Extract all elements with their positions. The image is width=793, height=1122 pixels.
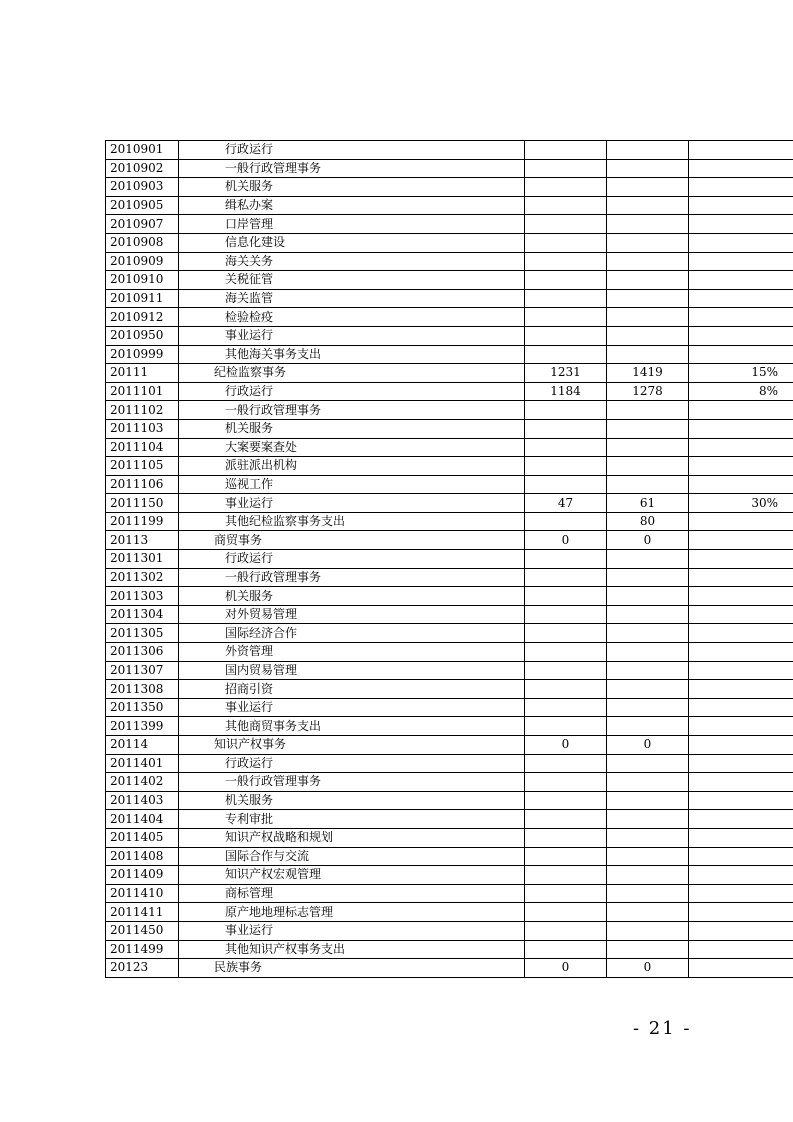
budget-curr-cell bbox=[607, 773, 689, 792]
table-row bbox=[106, 196, 793, 215]
table-row bbox=[106, 364, 793, 383]
budget-prev-cell bbox=[525, 903, 607, 922]
code-cell: 2011408 bbox=[106, 847, 179, 866]
name-cell: 商贸事务 bbox=[179, 531, 525, 550]
budget-curr-cell bbox=[607, 457, 689, 476]
budget-prev-cell bbox=[525, 866, 607, 885]
budget-prev-cell: 0 bbox=[525, 959, 607, 978]
name-cell: 事业运行 bbox=[179, 921, 525, 940]
budget-curr-cell bbox=[607, 215, 689, 234]
table-row bbox=[106, 959, 793, 978]
budget-prev-cell bbox=[525, 754, 607, 773]
change-cell bbox=[689, 698, 793, 717]
table-row bbox=[106, 866, 793, 885]
change-cell bbox=[689, 921, 793, 940]
change-cell: 30% bbox=[689, 494, 793, 513]
budget-curr-cell bbox=[607, 810, 689, 829]
name-cell: 检验检疫 bbox=[179, 308, 525, 327]
code-cell: 20114 bbox=[106, 736, 179, 755]
budget-curr-cell: 80 bbox=[607, 512, 689, 531]
change-cell bbox=[689, 773, 793, 792]
code-cell: 2011303 bbox=[106, 587, 179, 606]
code-cell: 2011105 bbox=[106, 457, 179, 476]
code-cell: 2011409 bbox=[106, 866, 179, 885]
table-row bbox=[106, 624, 793, 643]
budget-curr-cell: 0 bbox=[607, 736, 689, 755]
budget-prev-cell bbox=[525, 940, 607, 959]
budget-curr-cell bbox=[607, 903, 689, 922]
change-cell bbox=[689, 736, 793, 755]
budget-prev-cell bbox=[525, 661, 607, 680]
name-cell: 原产地地理标志管理 bbox=[179, 903, 525, 922]
budget-prev-cell bbox=[525, 196, 607, 215]
name-cell: 信息化建设 bbox=[179, 233, 525, 252]
name-cell: 纪检监察事务 bbox=[179, 364, 525, 383]
code-cell: 20111 bbox=[106, 364, 179, 383]
budget-curr-cell bbox=[607, 233, 689, 252]
table-row bbox=[106, 940, 793, 959]
change-cell bbox=[689, 196, 793, 215]
name-cell: 大案要案查处 bbox=[179, 438, 525, 457]
budget-prev-cell: 1231 bbox=[525, 364, 607, 383]
budget-curr-cell bbox=[607, 252, 689, 271]
table-row bbox=[106, 661, 793, 680]
name-cell: 其他纪检监察事务支出 bbox=[179, 512, 525, 531]
table-row bbox=[106, 271, 793, 290]
change-cell bbox=[689, 401, 793, 420]
name-cell: 行政运行 bbox=[179, 754, 525, 773]
change-cell bbox=[689, 141, 793, 160]
code-cell: 2011199 bbox=[106, 512, 179, 531]
table-row bbox=[106, 847, 793, 866]
table-row bbox=[106, 680, 793, 699]
change-cell bbox=[689, 345, 793, 364]
budget-prev-cell bbox=[525, 475, 607, 494]
budget-prev-cell bbox=[525, 215, 607, 234]
table-row bbox=[106, 531, 793, 550]
name-cell: 一般行政管理事务 bbox=[179, 773, 525, 792]
budget-prev-cell bbox=[525, 178, 607, 197]
budget-prev-cell bbox=[525, 680, 607, 699]
name-cell: 知识产权事务 bbox=[179, 736, 525, 755]
table-row bbox=[106, 773, 793, 792]
change-cell: 15% bbox=[689, 364, 793, 383]
code-cell: 2010907 bbox=[106, 215, 179, 234]
name-cell: 行政运行 bbox=[179, 141, 525, 160]
budget-curr-cell: 1419 bbox=[607, 364, 689, 383]
budget-curr-cell bbox=[607, 921, 689, 940]
table-row bbox=[106, 736, 793, 755]
name-cell: 专利审批 bbox=[179, 810, 525, 829]
budget-curr-cell bbox=[607, 326, 689, 345]
budget-prev-cell bbox=[525, 810, 607, 829]
name-cell: 国际合作与交流 bbox=[179, 847, 525, 866]
code-cell: 2010902 bbox=[106, 159, 179, 178]
table-row bbox=[106, 419, 793, 438]
change-cell bbox=[689, 550, 793, 569]
table-row bbox=[106, 810, 793, 829]
table-row bbox=[106, 550, 793, 569]
code-cell: 2011499 bbox=[106, 940, 179, 959]
table-row bbox=[106, 382, 793, 401]
code-cell: 2011102 bbox=[106, 401, 179, 420]
name-cell: 关税征管 bbox=[179, 271, 525, 290]
budget-prev-cell bbox=[525, 438, 607, 457]
change-cell bbox=[689, 159, 793, 178]
code-cell: 2011301 bbox=[106, 550, 179, 569]
budget-curr-cell bbox=[607, 568, 689, 587]
table-row bbox=[106, 512, 793, 531]
code-cell: 2011304 bbox=[106, 605, 179, 624]
change-cell bbox=[689, 661, 793, 680]
table-row bbox=[106, 754, 793, 773]
change-cell bbox=[689, 605, 793, 624]
code-cell: 2011308 bbox=[106, 680, 179, 699]
code-cell: 2011403 bbox=[106, 791, 179, 810]
budget-prev-cell bbox=[525, 289, 607, 308]
name-cell: 对外贸易管理 bbox=[179, 605, 525, 624]
budget-prev-cell bbox=[525, 141, 607, 160]
code-cell: 2011401 bbox=[106, 754, 179, 773]
name-cell: 巡视工作 bbox=[179, 475, 525, 494]
name-cell: 海关关务 bbox=[179, 252, 525, 271]
name-cell: 一般行政管理事务 bbox=[179, 401, 525, 420]
budget-prev-cell bbox=[525, 233, 607, 252]
budget-curr-cell bbox=[607, 661, 689, 680]
change-cell bbox=[689, 754, 793, 773]
change-cell bbox=[689, 791, 793, 810]
name-cell: 其他商贸事务支出 bbox=[179, 717, 525, 736]
budget-curr-cell: 1278 bbox=[607, 382, 689, 401]
name-cell: 事业运行 bbox=[179, 326, 525, 345]
table-row bbox=[106, 159, 793, 178]
budget-curr-cell bbox=[607, 587, 689, 606]
table-row bbox=[106, 643, 793, 662]
budget-curr-cell bbox=[607, 791, 689, 810]
name-cell: 机关服务 bbox=[179, 791, 525, 810]
change-cell bbox=[689, 289, 793, 308]
change-cell bbox=[689, 531, 793, 550]
change-cell bbox=[689, 866, 793, 885]
name-cell: 国内贸易管理 bbox=[179, 661, 525, 680]
change-cell bbox=[689, 680, 793, 699]
change-cell bbox=[689, 438, 793, 457]
change-cell bbox=[689, 643, 793, 662]
budget-curr-cell: 0 bbox=[607, 959, 689, 978]
table-row bbox=[106, 141, 793, 160]
budget-prev-cell: 0 bbox=[525, 531, 607, 550]
budget-curr-cell bbox=[607, 847, 689, 866]
code-cell: 2011101 bbox=[106, 382, 179, 401]
budget-curr-cell bbox=[607, 624, 689, 643]
change-cell bbox=[689, 233, 793, 252]
change-cell bbox=[689, 178, 793, 197]
table-row bbox=[106, 903, 793, 922]
budget-prev-cell bbox=[525, 252, 607, 271]
budget-prev-cell bbox=[525, 847, 607, 866]
name-cell: 缉私办案 bbox=[179, 196, 525, 215]
code-cell: 2011450 bbox=[106, 921, 179, 940]
change-cell bbox=[689, 884, 793, 903]
budget-curr-cell bbox=[607, 178, 689, 197]
code-cell: 20113 bbox=[106, 531, 179, 550]
code-cell: 2010909 bbox=[106, 252, 179, 271]
name-cell: 事业运行 bbox=[179, 494, 525, 513]
name-cell: 招商引资 bbox=[179, 680, 525, 699]
name-cell: 其他知识产权事务支出 bbox=[179, 940, 525, 959]
budget-prev-cell bbox=[525, 773, 607, 792]
change-cell bbox=[689, 847, 793, 866]
budget-prev-cell bbox=[525, 457, 607, 476]
code-cell: 2011302 bbox=[106, 568, 179, 587]
code-cell: 2010905 bbox=[106, 196, 179, 215]
change-cell bbox=[689, 828, 793, 847]
budget-prev-cell bbox=[525, 605, 607, 624]
code-cell: 2011305 bbox=[106, 624, 179, 643]
code-cell: 2010903 bbox=[106, 178, 179, 197]
budget-curr-cell: 0 bbox=[607, 531, 689, 550]
budget-curr-cell bbox=[607, 401, 689, 420]
change-cell bbox=[689, 587, 793, 606]
code-cell: 2011104 bbox=[106, 438, 179, 457]
table-row bbox=[106, 791, 793, 810]
change-cell bbox=[689, 419, 793, 438]
name-cell: 知识产权战略和规划 bbox=[179, 828, 525, 847]
table-row bbox=[106, 698, 793, 717]
name-cell: 行政运行 bbox=[179, 382, 525, 401]
budget-prev-cell bbox=[525, 159, 607, 178]
budget-prev-cell bbox=[525, 345, 607, 364]
table-row bbox=[106, 605, 793, 624]
table-row bbox=[106, 475, 793, 494]
budget-prev-cell bbox=[525, 550, 607, 569]
change-cell bbox=[689, 475, 793, 494]
table-row bbox=[106, 178, 793, 197]
budget-prev-cell bbox=[525, 828, 607, 847]
change-cell bbox=[689, 903, 793, 922]
name-cell: 机关服务 bbox=[179, 419, 525, 438]
budget-prev-cell bbox=[525, 568, 607, 587]
code-cell: 2010999 bbox=[106, 345, 179, 364]
budget-curr-cell bbox=[607, 419, 689, 438]
table-row bbox=[106, 568, 793, 587]
budget-prev-cell bbox=[525, 512, 607, 531]
budget-curr-cell bbox=[607, 717, 689, 736]
budget-curr-cell bbox=[607, 643, 689, 662]
budget-curr-cell bbox=[607, 884, 689, 903]
table-row bbox=[106, 401, 793, 420]
code-cell: 2010910 bbox=[106, 271, 179, 290]
budget-curr-cell: 61 bbox=[607, 494, 689, 513]
code-cell: 2010950 bbox=[106, 326, 179, 345]
change-cell bbox=[689, 940, 793, 959]
name-cell: 派驻派出机构 bbox=[179, 457, 525, 476]
code-cell: 2011399 bbox=[106, 717, 179, 736]
budget-prev-cell: 1184 bbox=[525, 382, 607, 401]
budget-prev-cell bbox=[525, 921, 607, 940]
code-cell: 2011411 bbox=[106, 903, 179, 922]
table-row bbox=[106, 252, 793, 271]
budget-curr-cell bbox=[607, 308, 689, 327]
table-row bbox=[106, 717, 793, 736]
table-row bbox=[106, 215, 793, 234]
budget-curr-cell bbox=[607, 605, 689, 624]
code-cell: 2011404 bbox=[106, 810, 179, 829]
budget-prev-cell: 47 bbox=[525, 494, 607, 513]
name-cell: 机关服务 bbox=[179, 587, 525, 606]
name-cell: 民族事务 bbox=[179, 959, 525, 978]
code-cell: 2011405 bbox=[106, 828, 179, 847]
name-cell: 机关服务 bbox=[179, 178, 525, 197]
table-row bbox=[106, 345, 793, 364]
change-cell bbox=[689, 271, 793, 290]
code-cell: 20123 bbox=[106, 959, 179, 978]
change-cell bbox=[689, 457, 793, 476]
budget-prev-cell bbox=[525, 419, 607, 438]
budget-prev-cell bbox=[525, 271, 607, 290]
change-cell bbox=[689, 215, 793, 234]
code-cell: 2011103 bbox=[106, 419, 179, 438]
code-cell: 2011150 bbox=[106, 494, 179, 513]
budget-table bbox=[105, 140, 793, 978]
budget-curr-cell bbox=[607, 550, 689, 569]
table-row bbox=[106, 233, 793, 252]
code-cell: 2011350 bbox=[106, 698, 179, 717]
name-cell: 海关监管 bbox=[179, 289, 525, 308]
budget-prev-cell bbox=[525, 791, 607, 810]
change-cell bbox=[689, 568, 793, 587]
budget-curr-cell bbox=[607, 754, 689, 773]
name-cell: 商标管理 bbox=[179, 884, 525, 903]
change-cell bbox=[689, 512, 793, 531]
table-row bbox=[106, 884, 793, 903]
table-row bbox=[106, 494, 793, 513]
budget-prev-cell bbox=[525, 587, 607, 606]
budget-prev-cell bbox=[525, 401, 607, 420]
change-cell bbox=[689, 810, 793, 829]
budget-prev-cell bbox=[525, 698, 607, 717]
change-cell bbox=[689, 717, 793, 736]
change-cell bbox=[689, 326, 793, 345]
change-cell bbox=[689, 624, 793, 643]
name-cell: 其他海关事务支出 bbox=[179, 345, 525, 364]
change-cell bbox=[689, 252, 793, 271]
budget-prev-cell bbox=[525, 308, 607, 327]
code-cell: 2011106 bbox=[106, 475, 179, 494]
code-cell: 2010912 bbox=[106, 308, 179, 327]
budget-curr-cell bbox=[607, 698, 689, 717]
budget-prev-cell bbox=[525, 884, 607, 903]
budget-prev-cell bbox=[525, 326, 607, 345]
budget-curr-cell bbox=[607, 196, 689, 215]
budget-curr-cell bbox=[607, 271, 689, 290]
budget-curr-cell bbox=[607, 289, 689, 308]
budget-curr-cell bbox=[607, 345, 689, 364]
name-cell: 国际经济合作 bbox=[179, 624, 525, 643]
code-cell: 2010908 bbox=[106, 233, 179, 252]
table-row bbox=[106, 326, 793, 345]
table-row bbox=[106, 921, 793, 940]
table-row bbox=[106, 438, 793, 457]
table-row bbox=[106, 587, 793, 606]
change-cell bbox=[689, 308, 793, 327]
budget-prev-cell bbox=[525, 717, 607, 736]
table-row bbox=[106, 457, 793, 476]
budget-curr-cell bbox=[607, 475, 689, 494]
code-cell: 2010911 bbox=[106, 289, 179, 308]
table-row bbox=[106, 828, 793, 847]
budget-prev-cell bbox=[525, 624, 607, 643]
code-cell: 2011306 bbox=[106, 643, 179, 662]
budget-curr-cell bbox=[607, 866, 689, 885]
name-cell: 知识产权宏观管理 bbox=[179, 866, 525, 885]
code-cell: 2011402 bbox=[106, 773, 179, 792]
name-cell: 一般行政管理事务 bbox=[179, 159, 525, 178]
budget-curr-cell bbox=[607, 828, 689, 847]
budget-prev-cell bbox=[525, 643, 607, 662]
budget-curr-cell bbox=[607, 940, 689, 959]
budget-curr-cell bbox=[607, 141, 689, 160]
name-cell: 事业运行 bbox=[179, 698, 525, 717]
budget-curr-cell bbox=[607, 159, 689, 178]
name-cell: 外资管理 bbox=[179, 643, 525, 662]
table-row bbox=[106, 308, 793, 327]
change-cell bbox=[689, 959, 793, 978]
page-number: - 21 - bbox=[633, 1018, 692, 1039]
name-cell: 口岸管理 bbox=[179, 215, 525, 234]
budget-prev-cell: 0 bbox=[525, 736, 607, 755]
change-cell: 8% bbox=[689, 382, 793, 401]
budget-curr-cell bbox=[607, 680, 689, 699]
code-cell: 2011307 bbox=[106, 661, 179, 680]
table-row bbox=[106, 289, 793, 308]
name-cell: 行政运行 bbox=[179, 550, 525, 569]
name-cell: 一般行政管理事务 bbox=[179, 568, 525, 587]
code-cell: 2011410 bbox=[106, 884, 179, 903]
budget-curr-cell bbox=[607, 438, 689, 457]
code-cell: 2010901 bbox=[106, 141, 179, 160]
table-body bbox=[106, 141, 793, 978]
